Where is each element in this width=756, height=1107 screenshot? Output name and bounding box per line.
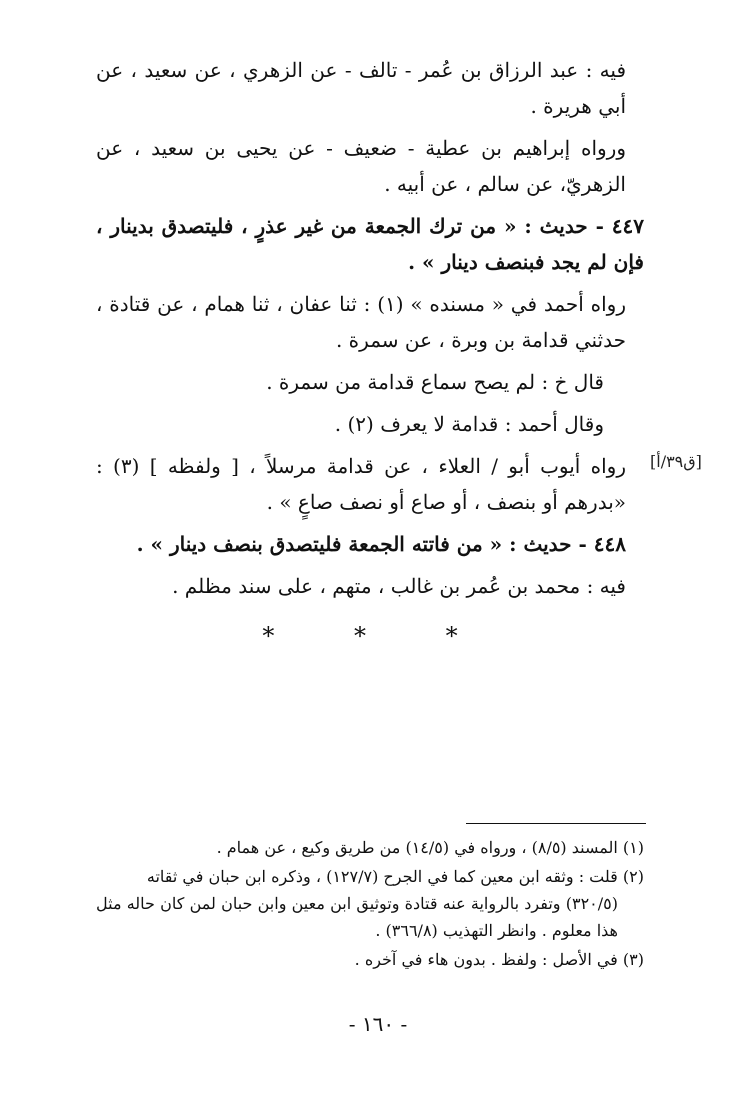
footnote-2-line-1: (٢) قلت : وثقه ابن معين كما في الجرح (١٢٧/٧) ، وذكره ابن حبان في ثقاته [146, 867, 644, 886]
hadith-448-number: ٤٤٨ [593, 532, 626, 556]
footnote-divider [466, 823, 646, 824]
paragraph-bukhari-comment: قال خ : لم يصح سماع قدامة من سمرة . [266, 370, 604, 394]
footnotes [96, 834, 644, 975]
footnote-3: (٣) في الأصل : ولفظ . بدون هاء في آخره . [354, 950, 644, 969]
paragraph-ayyub-narration: رواه أيوب أبو / العلاء ، عن قدامة مرسلاً ، [ ولفظه ] (٣) : «بدرهم أو بنصف ، أو صاع أو نصف صاعٍ » . [96, 454, 627, 514]
footnote-2-line-2: (٣٢٠/٥) وتفرد بالرواية عنه قتادة وتوثيق ابن معين وابن حبان لمن كان حاله مثل هذا معلوم . وانظر التهذيب (٣٦٦/٨) . [96, 894, 618, 940]
paragraph-narrators-1: فيه : عبد الرزاق بن عُمر - تالف - عن الزهري ، عن سعيد ، عن أبي هريرة . [96, 58, 626, 118]
hadith-447-text: - حديث : « من ترك الجمعة من غير عذرٍ ، فليتصدق بدينار ، فإن لم يجد فبنصف دينار » . [96, 214, 644, 274]
paragraph-ahmad-musnad: رواه أحمد في « مسنده » (١) : ثنا عفان ، ثنا همام ، عن قتادة ، حدثني قدامة بن وبرة ، عن سمرة . [96, 292, 626, 352]
hadith-448-text: - حديث : « من فاتته الجمعة فليتصدق بنصف دينار » . [136, 532, 587, 556]
manuscript-folio-note: [ق٣٩/أ] [650, 452, 702, 471]
section-separator: * * * [262, 622, 494, 650]
paragraph-ahmad-comment: وقال أحمد : قدامة لا يعرف (٢) . [334, 412, 604, 436]
hadith-447-heading [96, 208, 644, 280]
paragraph-isnad-comment: فيه : محمد بن عُمر بن غالب ، متهم ، على سند مظلم . [172, 574, 626, 598]
main-text [96, 52, 644, 610]
hadith-447-number: ٤٤٧ [611, 214, 645, 238]
page-number: - ١٦٠ - [348, 1012, 408, 1036]
paragraph-narrators-2: ورواه إبراهيم بن عطية - ضعيف - عن يحيى بن سعيد ، عن الزهريّ، عن سالم ، عن أبيه . [96, 136, 626, 196]
footnote-2 [96, 863, 644, 944]
hadith-448-heading [96, 526, 644, 562]
footnote-1: (١) المسند (٨/٥) ، ورواه في (١٤/٥) من طريق وكيع ، عن همام . [216, 838, 644, 857]
